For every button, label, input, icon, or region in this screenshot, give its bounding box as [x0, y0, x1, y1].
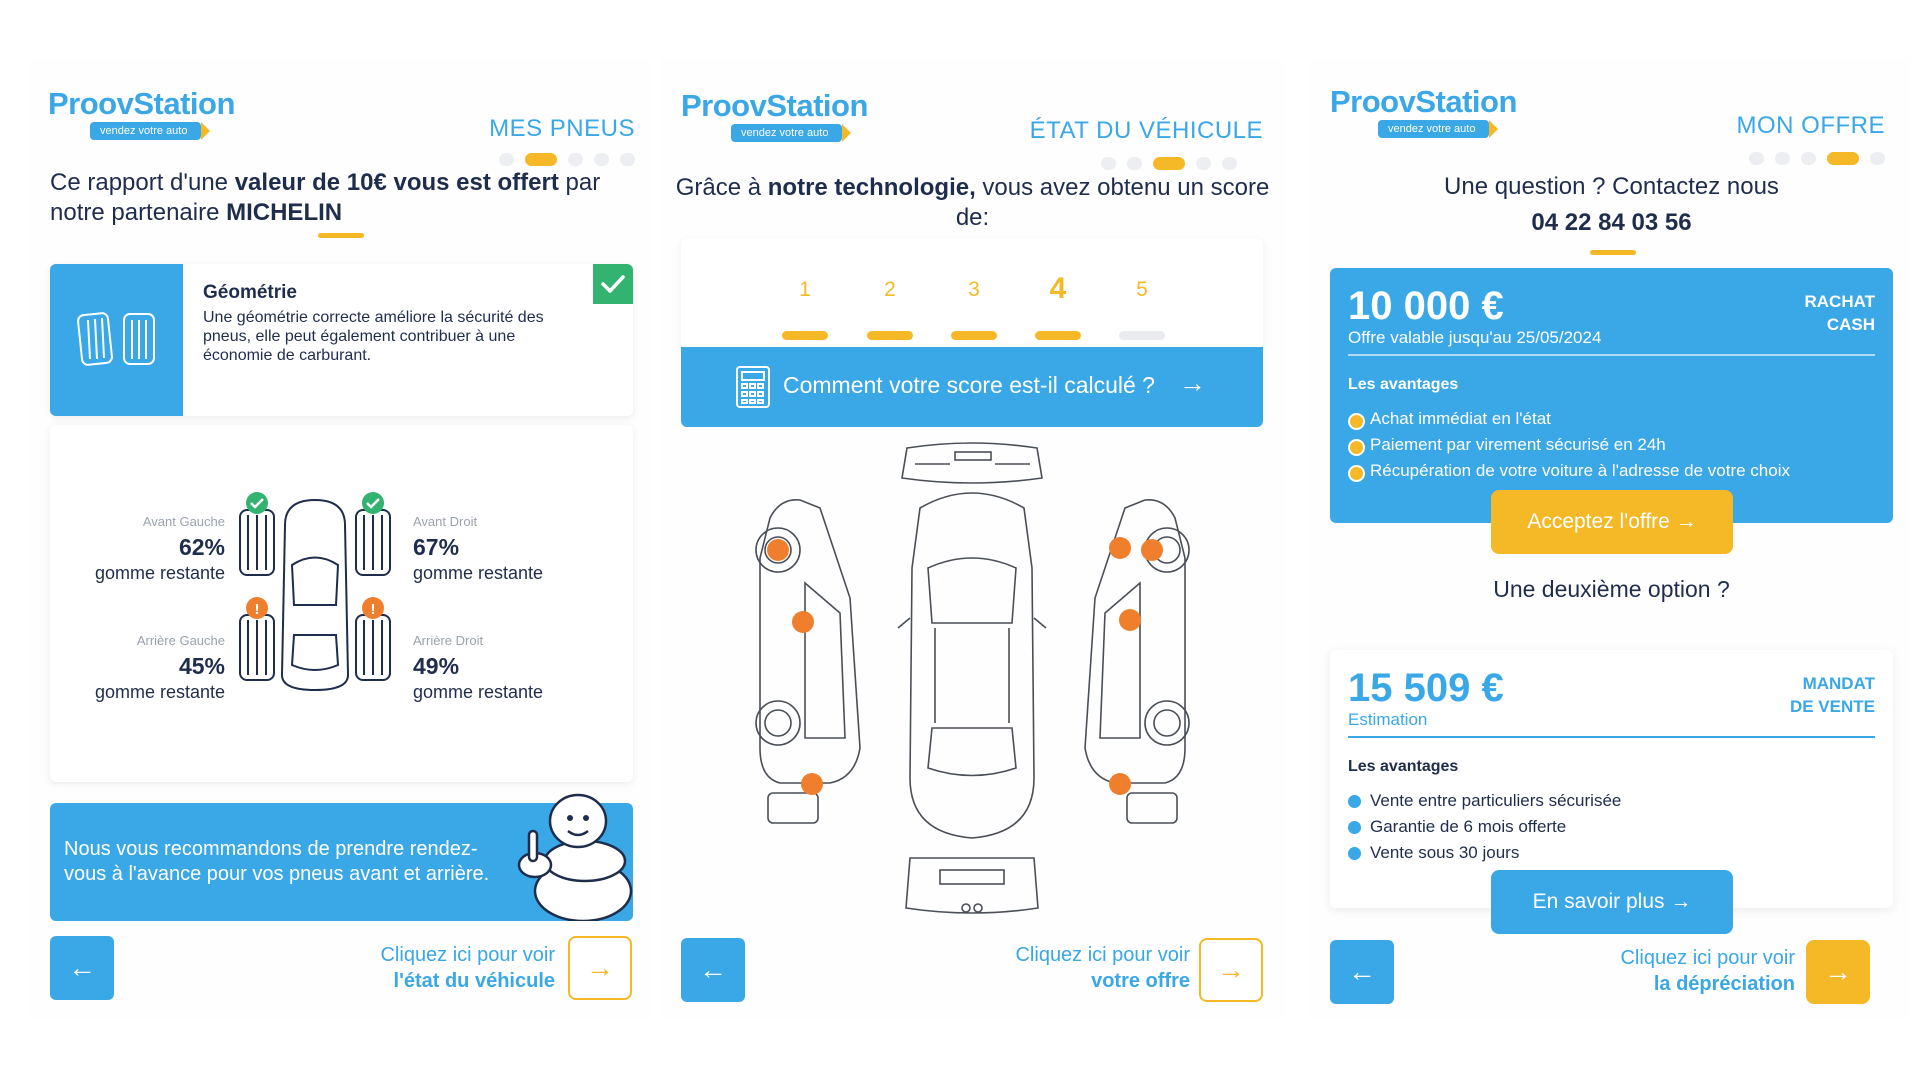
- score-bar-3: [951, 331, 997, 340]
- arrow-left-icon: ←: [1348, 956, 1376, 987]
- geometry-card: [50, 264, 633, 416]
- svg-text:!: !: [254, 601, 260, 618]
- check-icon: [593, 264, 633, 304]
- panel-tires: [30, 58, 650, 1018]
- learn-more-button[interactable]: En savoir plus →: [1491, 870, 1733, 934]
- tire-label-front-left: Avant Gauche: [142, 514, 225, 529]
- step-dot: [568, 153, 583, 166]
- next-button[interactable]: [1806, 940, 1870, 1004]
- tire-label-rear-right: Arrière Droit: [413, 633, 484, 648]
- recommendation-text: Nous vous recommandons de prendre rendez-vous à l'avance pour vos pneus avant et arrière.: [64, 838, 490, 885]
- accept-offer-button[interactable]: Acceptez l'offre →: [1491, 490, 1733, 554]
- offer-validity: Offre valable jusqu'au 25/05/2024: [1348, 328, 1602, 347]
- intro-pre: Ce rapport d'une: [50, 169, 235, 196]
- contact-phone[interactable]: 04 22 84 03 56: [1531, 209, 1692, 236]
- car-top-view-icon: [230, 485, 400, 705]
- step-dot: [1101, 157, 1116, 170]
- arrow-left-icon: ←: [699, 954, 727, 985]
- tire-sub-rear-left: gomme restante: [94, 682, 225, 702]
- tire-wear-card: [50, 425, 633, 782]
- advantage-item: Vente entre particuliers sécurisée: [1348, 788, 1621, 814]
- score-bar-2: [867, 331, 913, 340]
- step-dot: [1870, 152, 1885, 165]
- step-dot: [620, 153, 635, 166]
- step-dots: [1749, 152, 1885, 165]
- step-title: ÉTAT DU VÉHICULE: [1029, 117, 1263, 144]
- score-3: 3: [968, 278, 980, 301]
- svg-text:!: !: [370, 601, 376, 618]
- step-dot: [499, 153, 514, 166]
- step-title: MES PNEUS: [489, 115, 635, 142]
- logo: [1330, 84, 1517, 135]
- logo-tagline: vendez votre auto: [90, 122, 201, 140]
- back-button[interactable]: [50, 936, 114, 1000]
- second-option-title: Une deuxième option ?: [1493, 576, 1730, 602]
- step-dot: [1196, 157, 1211, 170]
- step-dots: [1101, 157, 1237, 170]
- offer-type-line1: RACHAT: [1804, 292, 1875, 311]
- mandate-type-line2: DE VENTE: [1789, 697, 1875, 716]
- score-2: 2: [884, 278, 896, 301]
- divider: [1348, 354, 1875, 356]
- calculator-icon: [735, 365, 771, 409]
- tire-pct-rear-right: 49%: [413, 653, 460, 679]
- mandate-price: 15 509 €: [1348, 666, 1504, 710]
- arrow-right-icon: →: [1179, 368, 1206, 398]
- mascot-icon: [513, 773, 633, 921]
- next-link-line2: la dépréciation: [1653, 973, 1795, 995]
- score-4-active: 4: [1049, 272, 1067, 305]
- contact-question: Une question ? Contactez nous: [1444, 173, 1779, 200]
- step-dot: [1222, 157, 1237, 170]
- score-calculation-button[interactable]: [681, 347, 1263, 427]
- tire-label-front-right: Avant Droit: [413, 514, 478, 529]
- geometry-icon-panel: [50, 264, 183, 416]
- intro-bold: valeur de 10€ vous est offert: [234, 169, 559, 196]
- next-link[interactable]: [1620, 945, 1795, 997]
- cash-offer-card: [1330, 268, 1893, 523]
- advantage-item: Garantie de 6 mois offerte: [1348, 814, 1621, 840]
- panel-vehicle-state: [660, 58, 1285, 1018]
- logo: [681, 88, 868, 139]
- score-bar-5: [1119, 331, 1165, 340]
- step-title: MON OFFRE: [1736, 112, 1885, 139]
- step-dot: [1801, 152, 1816, 165]
- mandate-type-badge: [1790, 672, 1875, 718]
- arrow-left-icon: ←: [68, 952, 96, 983]
- advantage-item: Récupération de votre voiture à l'adresse de votre choix: [1348, 458, 1790, 484]
- tire-sub-rear-right: gomme restante: [413, 682, 544, 702]
- back-button[interactable]: [681, 938, 745, 1002]
- offer-type-line2: CASH: [1826, 315, 1875, 334]
- tire-pct-front-right: 67%: [413, 534, 460, 560]
- score-5: 5: [1136, 278, 1148, 301]
- offer-type-badge: [1804, 290, 1875, 336]
- step-dots: [499, 153, 635, 166]
- score-bar-1: [782, 331, 828, 340]
- logo: [48, 86, 235, 137]
- intro-mid: par notre partenaire: [50, 169, 601, 226]
- logo-wordmark: ProovStation: [48, 86, 235, 121]
- intro-text: [50, 168, 640, 228]
- next-button[interactable]: [1199, 938, 1263, 1002]
- next-link-line1: Cliquez ici pour voir: [1015, 944, 1190, 966]
- partner-name: MICHELIN: [226, 199, 343, 226]
- next-button[interactable]: [568, 936, 632, 1000]
- mandate-type-line1: MANDAT: [1802, 674, 1875, 693]
- step-dot-active: [1153, 157, 1185, 170]
- logo-tagline: vendez votre auto: [731, 124, 842, 142]
- geometry-text: Une géométrie correcte améliore la sécurité des pneus, elle peut également contribuer à une économie de carburant.: [203, 309, 544, 364]
- offer-price: 10 000 €: [1348, 284, 1504, 328]
- score-calculation-label: Comment votre score est-il calculé ?: [783, 372, 1155, 398]
- back-button[interactable]: [1330, 940, 1394, 1004]
- score-card: [681, 238, 1263, 348]
- tire-label-rear-left: Arrière Gauche: [136, 633, 225, 648]
- geometry-title: Géométrie: [203, 282, 297, 303]
- title-underline: [1590, 250, 1636, 255]
- mandate-estimate-label: Estimation: [1348, 710, 1428, 729]
- tire-sub-front-left: gomme restante: [94, 563, 225, 583]
- advantage-item: Vente sous 30 jours: [1348, 840, 1621, 866]
- tire-pct-rear-left: 45%: [178, 653, 225, 679]
- tire-sub-front-right: gomme restante: [413, 563, 544, 583]
- tire-pct-front-left: 62%: [178, 534, 225, 560]
- advantages-title: Les avantages: [1348, 376, 1459, 393]
- step-dot: [1127, 157, 1142, 170]
- tire-pair-icon: [50, 264, 183, 416]
- advantage-item: Achat immédiat en l'état: [1348, 406, 1790, 432]
- score-bar-4: [1035, 331, 1081, 340]
- recommendation-banner: [50, 803, 633, 921]
- intro-text: [675, 173, 1270, 233]
- arrow-right-icon: →: [586, 952, 614, 983]
- next-link-line2: l'état du véhicule: [393, 970, 555, 992]
- divider: [1348, 736, 1875, 738]
- vehicle-damage-diagram: [750, 438, 1195, 928]
- step-dot: [594, 153, 609, 166]
- next-link-line1: Cliquez ici pour voir: [380, 944, 555, 966]
- arrow-right-icon: →: [1824, 956, 1852, 987]
- score-1: 1: [799, 278, 811, 301]
- intro-pre: Grâce à: [675, 174, 768, 201]
- next-link-line2: votre offre: [1091, 970, 1190, 992]
- logo-wordmark: ProovStation: [681, 88, 868, 123]
- next-link[interactable]: [1015, 942, 1190, 994]
- next-link-line1: Cliquez ici pour voir: [1620, 947, 1795, 969]
- logo-tagline: vendez votre auto: [1378, 120, 1489, 138]
- intro-post: vous avez obtenu un score de:: [955, 174, 1270, 231]
- step-dot-active: [1827, 152, 1859, 165]
- step-dot: [1775, 152, 1790, 165]
- intro-bold: notre technologie,: [767, 174, 976, 201]
- step-dot-active: [525, 153, 557, 166]
- advantage-item: Paiement par virement sécurisé en 24h: [1348, 432, 1790, 458]
- advantages-title: Les avantages: [1348, 758, 1459, 775]
- advantages-list: [1348, 788, 1621, 866]
- title-underline: [318, 233, 364, 238]
- logo-wordmark: ProovStation: [1330, 84, 1517, 119]
- next-link[interactable]: [380, 942, 555, 994]
- panel-offer: [1310, 58, 1910, 1018]
- advantages-list: [1348, 406, 1790, 484]
- step-dot: [1749, 152, 1764, 165]
- arrow-right-icon: →: [1217, 954, 1245, 985]
